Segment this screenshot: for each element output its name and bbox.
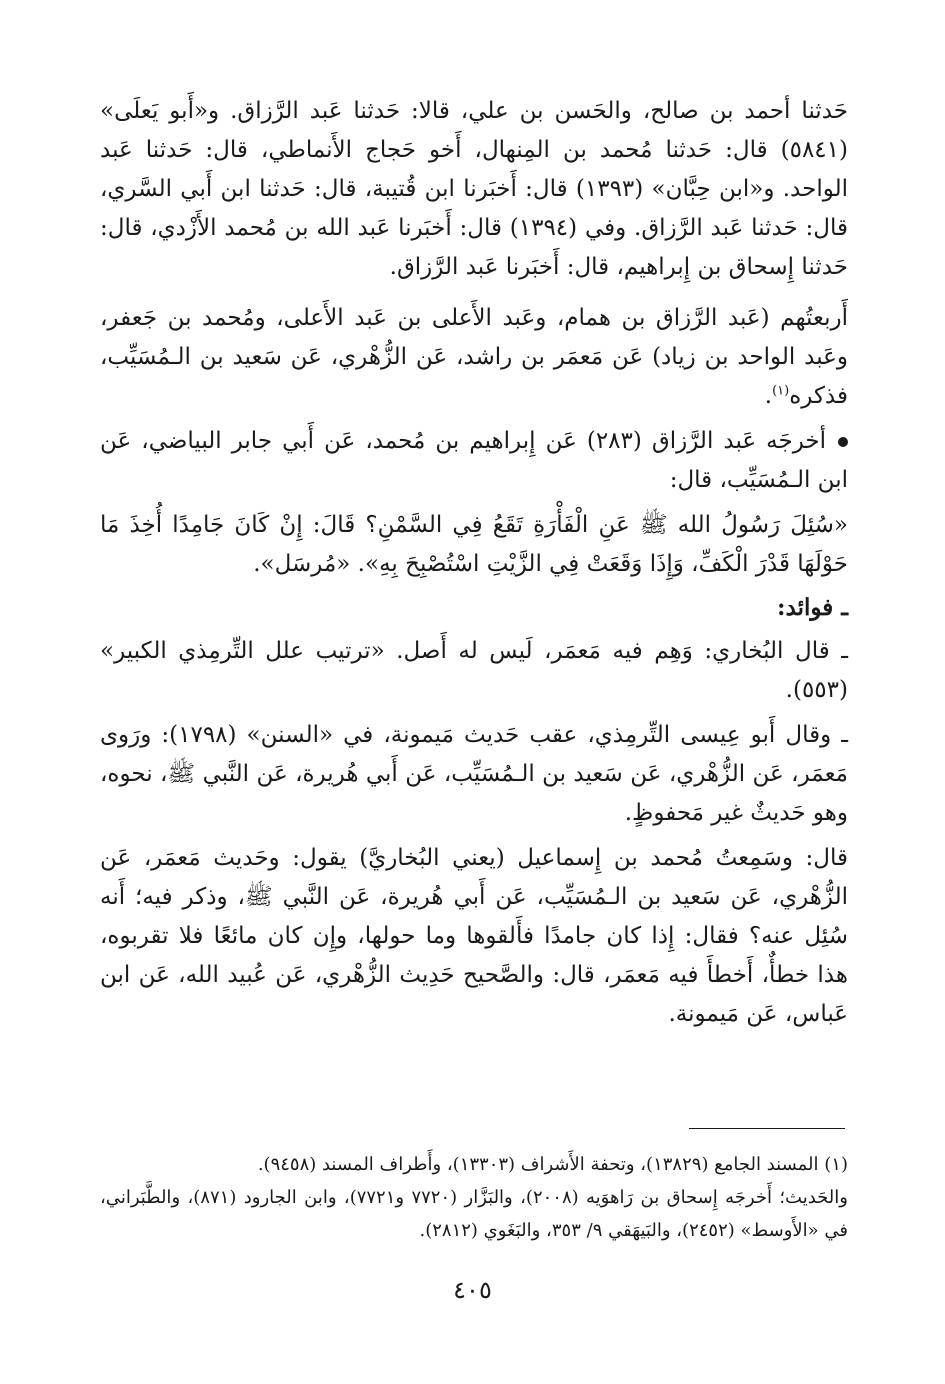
footnote-1: (١) المسند الجامع (١٣٨٢٩)، وتحفة الأَشراف (١٣٣٠٣)، وأَطراف المسند (٩٤٥٨).	[257, 1154, 848, 1175]
footnote-reference[interactable]: (١)	[772, 383, 790, 399]
paragraph-bukhari-quote: قال: وسَمِعتُ مُحمد بن إِسماعيل (يعني البُخاريَّ) يقول: وحَديث مَعمَر، عَن الزُّهْري، عَن سَعيد بن الـمُسَيِّب، عَن أَبي هُريرة، عَن النَّبي ﷺ، وذكر فيه؛ أَنه سُئِل عنه؟ فقال: إِذا كان جامدًا فأَلقوها وما حولها، وإِن كان مائعًا فلا تقربوه، هذا خطأٌ، أَخطأَ فيه مَعمَر، قال: والصَّحيح حَدِيث الزُّهْري، عَن عُبيد الله، عَن ابن عَباس، عَن مَيمونة.	[100, 845, 848, 1027]
bullet-icon	[838, 437, 848, 447]
paragraph-abdurrazzaq-text: أخرجَه عَبد الرَّزاق (٢٨٣) عَن إِبراهيم بن مُحمد، عَن أَبي جابر البياضي، عَن ابن الـمُسَيِّب، قال:	[100, 428, 848, 493]
paragraph-tirmidhi: ـ وقال أَبو عِيسى التِّرمِذي، عقب حَديث مَيمونة، في «السنن» (١٧٩٨): ورَوى مَعمَر، عَن الزُّهْري، عَن سَعيد بن الـمُسَيِّب، عَن أَبي هُريرة، عَن النَّبي ﷺ، نحوه، وهو حَديثٌ غير مَحفوظٍ.	[100, 722, 848, 826]
main-text	[100, 92, 848, 1046]
paragraph-abdurrazzaq	[100, 422, 848, 500]
paragraph-bukhari: ـ قال البُخاري: وَهِم فيه مَعمَر، لَيس له أَصل. «ترتيب علل التِّرمِذي الكبير» (٥٥٣).	[100, 638, 848, 703]
paragraph-isnad: حَدثنا أحمد بن صالح، والحَسن بن علي، قالا: حَدثنا عَبد الرَّزاق. و«أَبو يَعلَى» (٥٨٤١) قال: حَدثنا مُحمد بن المِنهال، أَخو حَجاج الأَنماطي، قال: حَدثنا عَبد الواحد. و«ابن حِبَّان» (١٣٩٣) قال: أَخبَرنا ابن قُتيبة، قال: حَدثنا ابن أَبي السَّري، قال: حَدثنا عَبد الرَّزاق. وفي (١٣٩٤) قال: أَخبَرنا عَبد الله بن مُحمد الأَزْدي، قال: حَدثنا إِسحاق بن إِبراهيم، قال: أَخبَرنا عَبد الرَّزاق.	[100, 98, 848, 280]
section-heading-benefits: ـ فوائد:	[777, 594, 848, 621]
page-number: ٤٠٥	[453, 1276, 492, 1304]
footnotes	[100, 1148, 848, 1247]
footnote-1-continuation: والحَديث؛ أَخرجَه إِسحاق بن رَاهوَيه (٢٠٠٨)، والبَزَّار (٧٧٢٠ و٧٧٢١)، وابن الجارود (٨٧١)، والطَّبَراني، في «الأَوسط» (٢٤٥٢)، والبَيهَقي ٩/ ٣٥٣، والبَغَوي (٢٨١٢).	[100, 1187, 848, 1241]
footnote-divider	[689, 1128, 845, 1129]
hadith-text: «سُئِلَ رَسُولُ الله ﷺ عَنِ الْفَأْرَةِ تَقَعُ فِي السَّمْنِ؟ قَالَ: إِنْ كَانَ جَامِدًا أُخِذَ مَا حَوْلَهَا قَدْرَ الْكَفِّ، وَإِذَا وَقَعَتْ فِي الزَّيْتِ اسْتُصْبِحَ بِهِ». «مُرسَل».	[100, 512, 848, 577]
paragraph-four-narrators-text: أَربعتُهم (عَبد الرَّزاق بن همام، وعَبد الأَعلى بن عَبد الأَعلى، ومُحمد بن جَعفر، وعَبد الواحد بن زياد) عَن مَعمَر بن راشد، عَن الزُّهْري، عَن سَعيد بن الـمُسَيِّب، فذكره	[100, 305, 848, 409]
paragraph-four-narrators: أَربعتُهم (عَبد الرَّزاق بن همام، وعَبد الأَعلى بن عَبد الأَعلى، ومُحمد بن جَعفر، وعَبد الواحد بن زياد) عَن مَعمَر بن راشد، عَن الزُّهْري، عَن سَعيد بن الـمُسَيِّب، فذكره$^{(١)}$.	[100, 305, 848, 409]
